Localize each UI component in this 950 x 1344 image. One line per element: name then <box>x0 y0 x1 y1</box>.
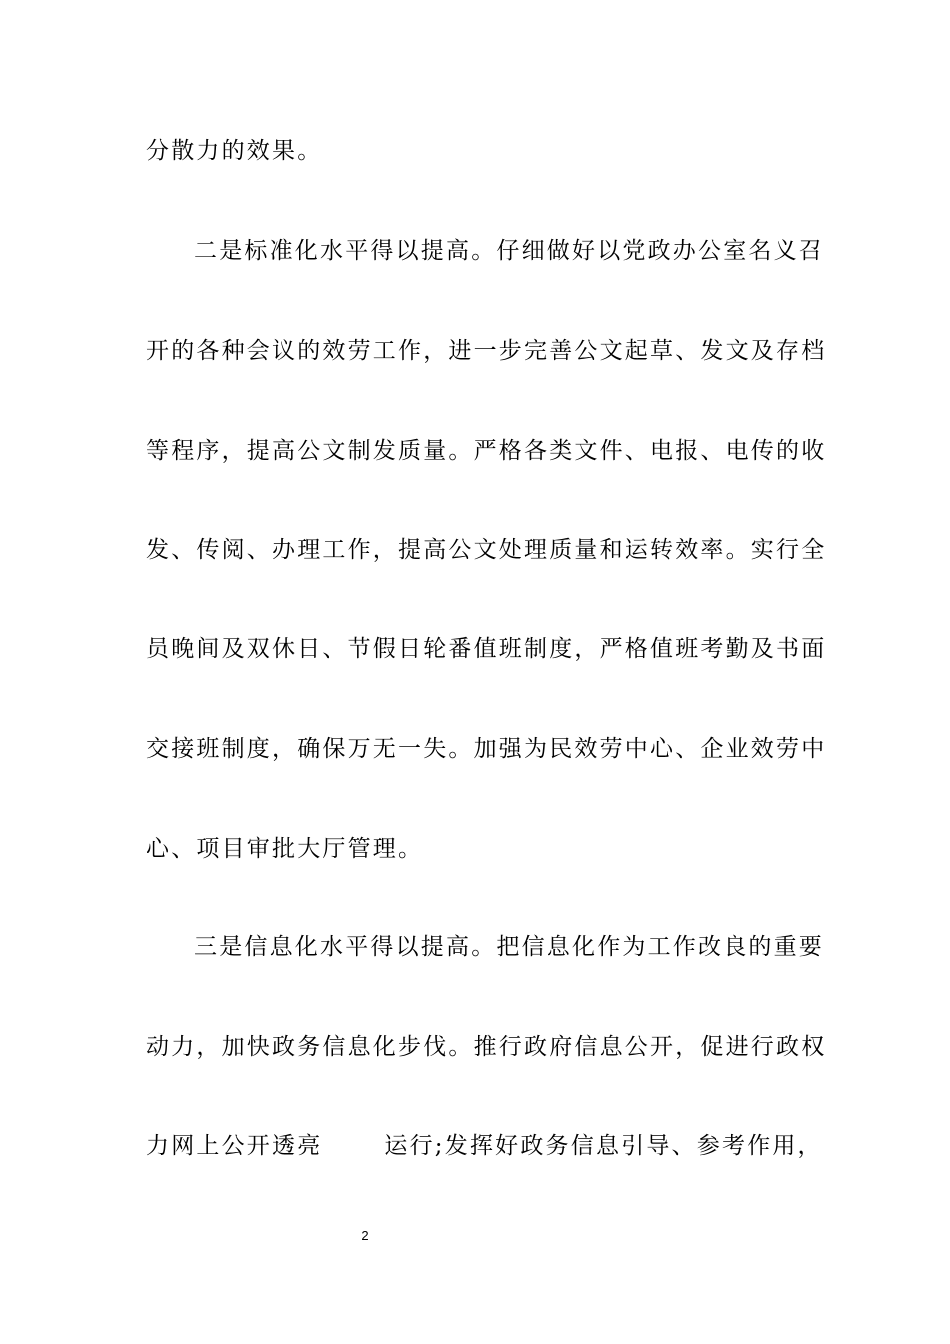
paragraph-3-line-3-part-2: 运行;发挥好政务信息引导、参考作用， <box>384 1133 823 1159</box>
paragraph-2-line-4: 发、传阅、办理工作，提高公文处理质量和运转效率。实行全 <box>146 537 827 563</box>
paragraph-2-line-6: 交接班制度，确保万无一失。加强为民效劳中心、企业效劳中 <box>146 736 827 762</box>
paragraph-2-line-2: 开的各种会议的效劳工作，进一步完善公文起草、发文及存档 <box>146 338 827 364</box>
paragraph-2-line-5: 员晚间及双休日、节假日轮番值班制度，严格值班考勤及书面 <box>146 636 827 662</box>
paragraph-2-line-1: 二是标准化水平得以提高。仔细做好以党政办公室名义召 <box>194 238 824 264</box>
paragraph-3-line-3-part-1: 力网上公开透亮 <box>146 1133 323 1159</box>
page-number: 2 <box>361 1228 369 1243</box>
paragraph-2-line-3: 等程序，提高公文制发质量。严格各类文件、电报、电传的收 <box>146 438 827 464</box>
paragraph-3-line-1: 三是信息化水平得以提高。把信息化作为工作改良的重要 <box>194 934 824 960</box>
paragraph-1-line-1: 分散力的效果。 <box>146 138 323 164</box>
paragraph-3-line-2: 动力，加快政务信息化步伐。推行政府信息公开，促进行政权 <box>146 1034 827 1060</box>
paragraph-2-line-7: 心、项目审批大厅管理。 <box>146 836 424 862</box>
paragraph-3-line-3 <box>146 1131 823 1161</box>
